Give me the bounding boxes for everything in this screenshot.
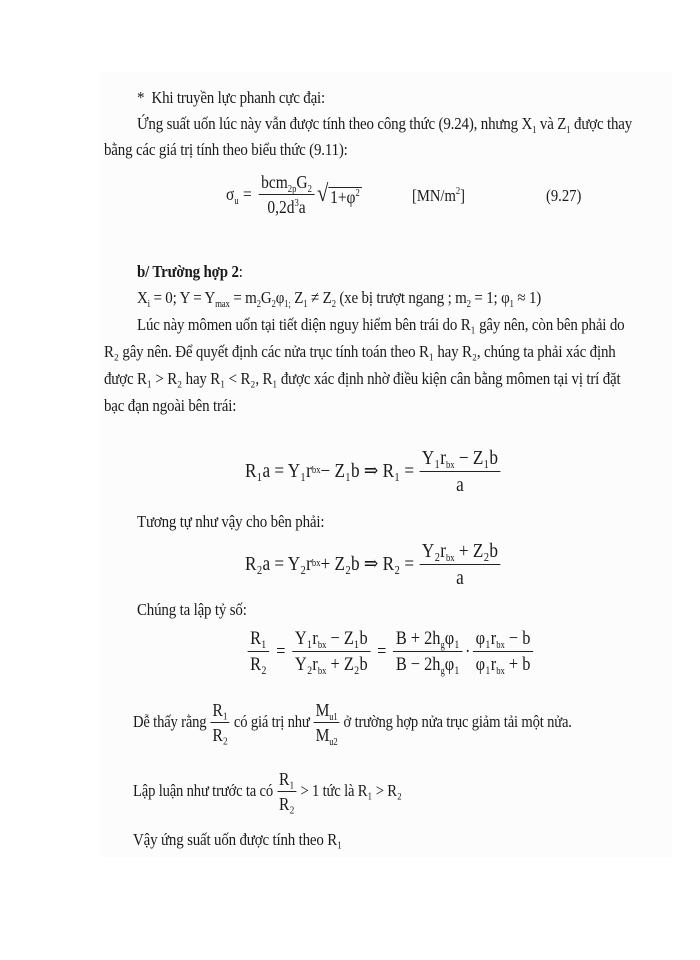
paragraph-line: bằng các giá trị tính theo biểu thức (9.11): bbox=[104, 140, 348, 159]
paragraph-line: được R₁ > R₂ hay R₁ < R₂, R₁ được xác định nhờ điều kiện cân bằng mômen tại vị trí đặt bbox=[104, 369, 621, 388]
conclusion-line: Vậy ứng suất uốn được tính theo R₁ bbox=[133, 830, 343, 849]
equation-9-27: $\sigma_u$ = $\frac{bcm_{2p}G_2}{0,2d^3a}$ √ $1+\varphi^2$ bbox=[226, 171, 360, 217]
equation-ratio: $\frac{\text{R₁}}{\text{R₂}}$ = $\frac{Y_1r_{bx} - Z_1b}{Y_2r_{bx} + Z_2b}$ = $\frac{B + 2h_g\varphi_1}{B - 2h_g\varphi_1}$ · $\frac{\varphi_1r_{bx} - b}{\varphi_1r_{bx} + b}$ bbox=[245, 620, 536, 682]
paragraph-line: R₂ gây nên. Để quyết định các nửa trục tính toán theo R₁ hay R₂, chúng ta phải xác định bbox=[104, 342, 616, 361]
paragraph-line: bạc đạn ngoài bên trái: bbox=[104, 396, 237, 415]
paragraph-line: Chúng ta lập tỷ số: bbox=[137, 600, 247, 619]
paragraph-line-with-fraction: Lập luận như trước ta có $\frac{\text{R₁}}{\text{R₂}}$ > 1 tức là R₁ > R₂ bbox=[133, 768, 402, 814]
equation-R1: R₁a = Y₁r bx − Z₁b ⇒ R₁ = $\frac{Y_1r_{bx} - Z_1b}{a}$ bbox=[245, 440, 503, 502]
square-root: √ $1+\varphi^2$ bbox=[317, 181, 360, 207]
subheading-max-braking: * Khi truyền lực phanh cực đại: bbox=[137, 88, 326, 107]
equation-unit: $[MN/m^2]$ bbox=[412, 186, 466, 205]
equation-R2: R₂a = Y₂r bx + Z₂b ⇒ R₂ = $\frac{Y_2r_{bx} + Z_2b}{a}$ bbox=[245, 534, 503, 594]
fraction: $\frac{bcm_{2p}G_2}{0,2d^3a}$ bbox=[259, 173, 315, 216]
paragraph-line: Tương tự như vậy cho bên phải: bbox=[137, 512, 325, 531]
equation-number: (9.27) bbox=[546, 186, 582, 205]
paragraph-line-with-fractions: Dễ thấy rằng $\frac{\text{R₁}}{\text{R₂}}$ có giá trị như $\frac{M_{u1}}{M_{u2}}$ ở trường hợp nửa trục giảm tải một nửa. bbox=[133, 699, 572, 748]
paragraph-line: Lúc này mômen uốn tại tiết diện nguy hiểm bên trái do R₁ gây nên, còn bên phải do bbox=[137, 315, 625, 334]
bullet-asterisk: * bbox=[137, 88, 145, 107]
section-heading: b/ Trường hợp 2: bbox=[137, 262, 243, 281]
paragraph-line: Ứng suất uốn lúc này vẫn được tính theo công thức (9.24), nhưng $X_1$ và $Z_1$ được thay bbox=[137, 114, 633, 136]
conditions-line: $X_i = 0$; $Y = Y_{max} = m_2G_2\varphi_{1;}$ $Z_1 \ne Z_2$ (xe bị trượt ngang ; $m_2 = 1$; $\varphi_1 \approx 1$) bbox=[137, 288, 542, 310]
